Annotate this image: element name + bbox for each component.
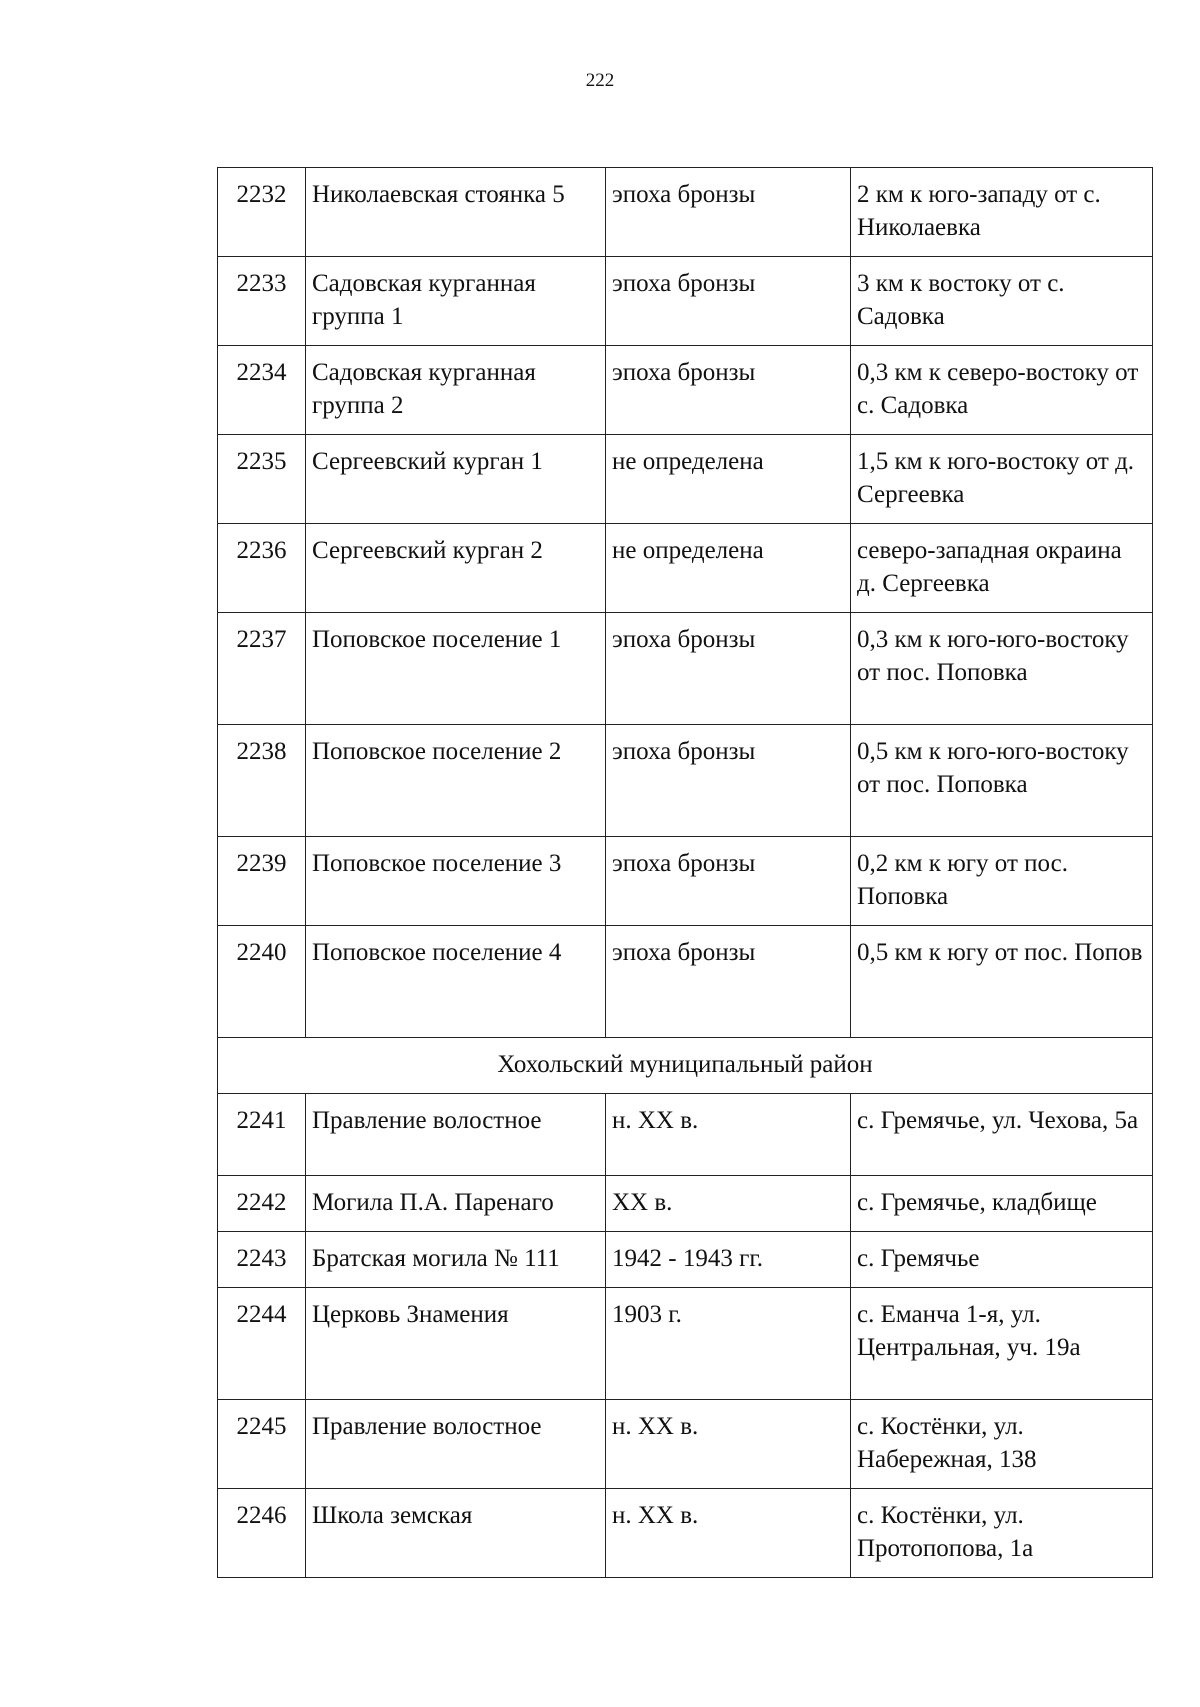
table-row [218,346,1153,435]
table-row [218,1176,1153,1232]
row-number: 2245 [218,1400,306,1489]
object-name: Школа земская [306,1489,606,1578]
object-name: Садовская курганная группа 2 [306,346,606,435]
object-location: с. Гремячье, ул. Чехова, 5а [851,1094,1153,1176]
object-location: 1,5 км к юго-востоку от д. Сергеевка [851,435,1153,524]
object-dating: н. XX в. [606,1489,851,1578]
row-number: 2246 [218,1489,306,1578]
row-number: 2236 [218,524,306,613]
page-number: 222 [585,70,615,91]
object-dating: эпоха бронзы [606,346,851,435]
row-number: 2240 [218,926,306,1038]
row-number: 2233 [218,257,306,346]
table-row [218,1400,1153,1489]
object-dating: XX в. [606,1176,851,1232]
table-row [218,725,1153,837]
object-location: с. Еманча 1-я, ул. Центральная, уч. 19а [851,1288,1153,1400]
object-dating: не определена [606,524,851,613]
object-dating: 1942 - 1943 гг. [606,1232,851,1288]
row-number: 2241 [218,1094,306,1176]
object-name: Церковь Знамения [306,1288,606,1400]
row-number: 2239 [218,837,306,926]
object-dating: эпоха бронзы [606,725,851,837]
row-number: 2243 [218,1232,306,1288]
table-row [218,257,1153,346]
table-row [218,1489,1153,1578]
object-dating: эпоха бронзы [606,168,851,257]
object-location: 3 км к востоку от с. Садовка [851,257,1153,346]
section-title: Хохольский муниципальный район [218,1038,1153,1094]
object-dating: эпоха бронзы [606,837,851,926]
object-name: Сергеевский курган 1 [306,435,606,524]
row-number: 2238 [218,725,306,837]
object-name: Могила П.А. Паренаго [306,1176,606,1232]
object-name: Правление волостное [306,1400,606,1489]
row-number: 2232 [218,168,306,257]
object-location: с. Гремячье, кладбище [851,1176,1153,1232]
row-number: 2244 [218,1288,306,1400]
table-row [218,1288,1153,1400]
object-dating: эпоха бронзы [606,257,851,346]
object-location: с. Костёнки, ул. Набережная, 138 [851,1400,1153,1489]
table-row [218,1232,1153,1288]
section-row [218,1038,1153,1094]
object-name: Братская могила № 111 [306,1232,606,1288]
object-name: Поповское поселение 1 [306,613,606,725]
table-row [218,168,1153,257]
row-number: 2234 [218,346,306,435]
object-name: Поповское поселение 2 [306,725,606,837]
table-row [218,926,1153,1038]
row-number: 2242 [218,1176,306,1232]
object-location: 0,5 км к югу от пос. Попов [851,926,1153,1038]
table-row [218,613,1153,725]
object-location: северо-западная окраина д. Сергеевка [851,524,1153,613]
object-dating: н. XX в. [606,1094,851,1176]
object-location: с. Гремячье [851,1232,1153,1288]
object-name: Сергеевский курган 2 [306,524,606,613]
object-name: Николаевская стоянка 5 [306,168,606,257]
row-number: 2235 [218,435,306,524]
object-location: 0,5 км к юго-юго-востоку от пос. Поповка [851,725,1153,837]
object-name: Поповское поселение 3 [306,837,606,926]
object-location: 0,2 км к югу от пос. Поповка [851,837,1153,926]
object-location: с. Костёнки, ул. Протопопова, 1а [851,1489,1153,1578]
object-dating: н. XX в. [606,1400,851,1489]
object-name: Поповское поселение 4 [306,926,606,1038]
object-dating: эпоха бронзы [606,926,851,1038]
table-row [218,1094,1153,1176]
heritage-registry-table [217,167,1153,1578]
object-dating: эпоха бронзы [606,613,851,725]
object-location: 0,3 км к юго-юго-востоку от пос. Поповка [851,613,1153,725]
row-number: 2237 [218,613,306,725]
object-name: Садовская курганная группа 1 [306,257,606,346]
object-name: Правление волостное [306,1094,606,1176]
object-location: 2 км к юго-западу от с. Николаевка [851,168,1153,257]
table-row [218,524,1153,613]
object-dating: 1903 г. [606,1288,851,1400]
table-row [218,435,1153,524]
object-location: 0,3 км к северо-востоку от с. Садовка [851,346,1153,435]
table-row [218,837,1153,926]
object-dating: не определена [606,435,851,524]
